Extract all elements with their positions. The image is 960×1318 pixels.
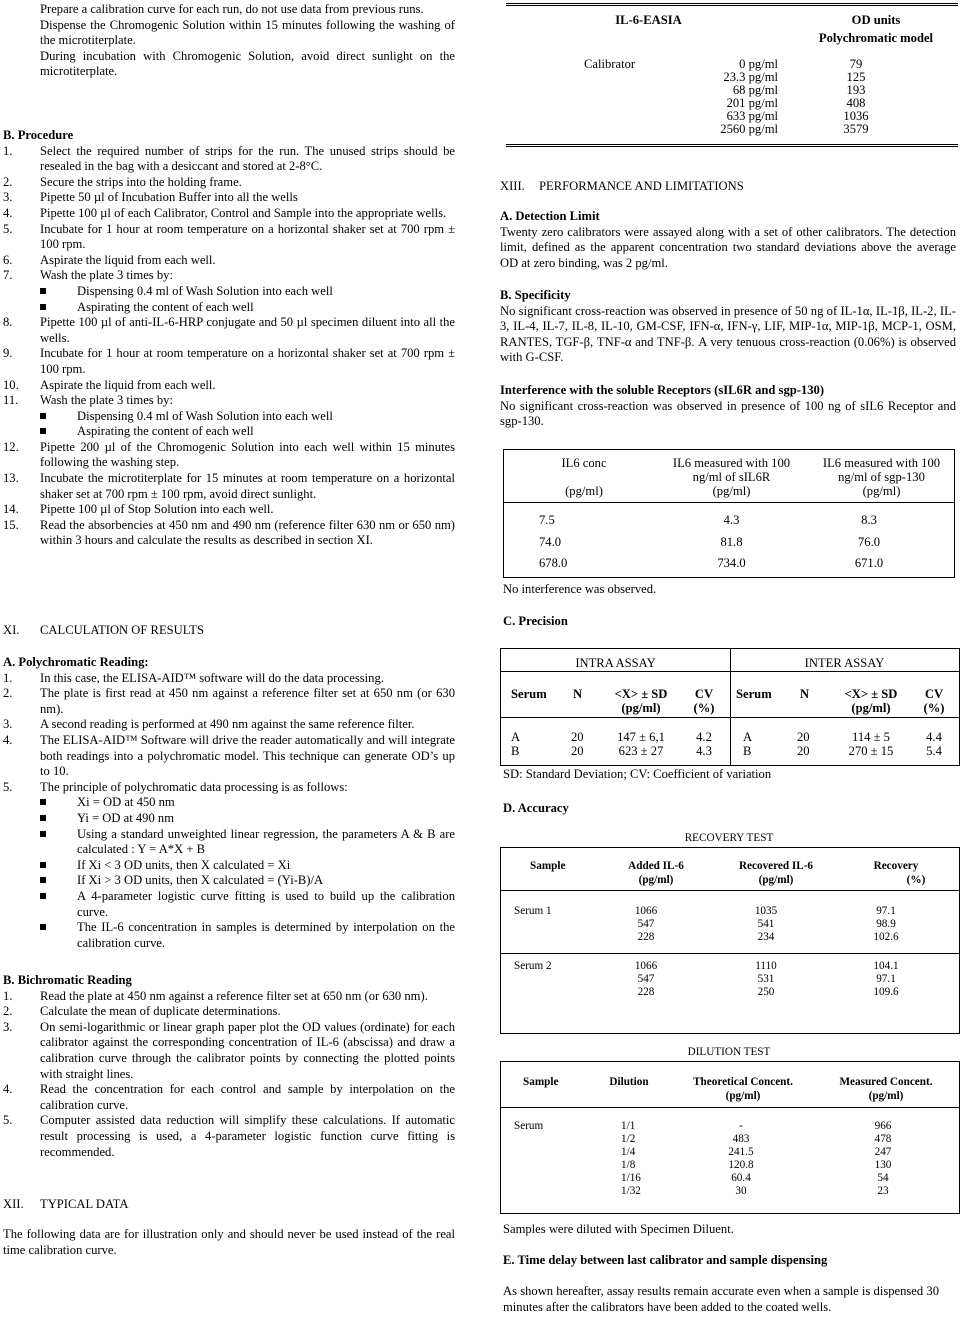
poly-step	[3, 686, 455, 717]
step-text: On semi-logarithmic or linear graph paper plot the OD values (ordinate) for each calibrator against the corresponding concentration of IL-6 (abscissa) and draw a calibration curve through the calibrator points by connecting the plotted points with straight lines.	[40, 1019, 455, 1081]
interf-cell: 76.0	[857, 535, 881, 549]
procedure-step	[3, 253, 455, 269]
accuracy-heading: D. Accuracy	[503, 801, 569, 815]
section-xii-heading	[3, 1196, 128, 1212]
recovery-header: (%)	[906, 874, 926, 886]
step-number: 12.	[3, 439, 19, 454]
polychromatic-section	[3, 655, 455, 951]
prec-cell: 4.4	[926, 730, 942, 744]
prec-header: (%)	[693, 701, 715, 715]
divider	[501, 671, 959, 672]
recovery-cell: 250	[757, 986, 775, 998]
poly-bullet	[3, 811, 455, 827]
dilution-header: Theoretical Concent.	[693, 1076, 793, 1088]
step-number: 1.	[3, 143, 13, 158]
step-text: Read the absorbencies at 450 nm and 490 nm (reference filter 630 nm or 650 nm) within 3 hours and calculate the results as described in section XI.	[40, 517, 455, 548]
step-number: 8.	[3, 315, 13, 330]
section-number: XIII.	[500, 179, 525, 193]
intra-assay-title: INTRA ASSAY	[575, 656, 656, 670]
cal-value: 201 pg/ml	[726, 96, 778, 110]
step-text: Aspirate the liquid from each well.	[40, 252, 216, 267]
recovery-cell: 547	[637, 918, 655, 930]
prec-cell: 4.3	[696, 744, 712, 758]
calibration-table	[506, 3, 958, 147]
prec-cell: A	[743, 730, 753, 744]
dilution-cell: 60.4	[731, 1172, 751, 1184]
step-number: 3.	[3, 190, 13, 205]
step-text: Read the concentration for each control and sample by interpolation on the calibration curve.	[40, 1082, 455, 1112]
sd-note: SD: Standard Deviation; CV: Coefficient of variation	[503, 767, 772, 781]
recovery-cell: 547	[637, 973, 655, 985]
bullet-text: If Xi > 3 OD units, then X calculated = (Yi-B)/A	[77, 873, 324, 888]
step-number: 3.	[3, 717, 13, 732]
interf-col-header: (pg/ml)	[565, 484, 603, 498]
step-text: Incubate the microtiterplate for 15 minutes at room temperature on a horizontal shaker set at 700 rpm ± 100 rpm, avoid direct sunlight.	[40, 471, 455, 501]
dilution-header: Measured Concent.	[839, 1076, 933, 1088]
prec-header: (pg/ml)	[851, 701, 891, 715]
prec-cell: 20	[797, 730, 810, 744]
cal-label: Calibrator	[584, 57, 636, 71]
step-text: Pipette 100 µl of each Calibrator, Control and Sample into the appropriate wells.	[40, 205, 447, 220]
intro-note: Prepare a calibration curve for each run, do not use data from previous runs.	[40, 2, 424, 16]
dilution-cell: 1/8	[621, 1159, 636, 1171]
procedure-step	[3, 268, 455, 284]
cal-od: 1036	[843, 109, 869, 123]
prec-cell: 4.2	[696, 730, 712, 744]
interf-cell: 4.3	[723, 513, 740, 527]
bich-step	[3, 1020, 455, 1082]
step-number: 4.	[3, 205, 13, 220]
bullet-icon	[40, 799, 46, 805]
bullet-icon	[40, 862, 46, 868]
interf-cell: 81.8	[720, 535, 743, 549]
procedure-step	[3, 471, 455, 502]
step-text: The principle of polychromatic data processing is as follows:	[40, 779, 348, 794]
procedure-section	[3, 128, 455, 549]
interf-col-header: IL6 measured with 100	[822, 456, 941, 470]
bullet-icon	[40, 428, 46, 434]
recovery-sample: Serum 1	[514, 905, 552, 917]
poly-step	[3, 717, 455, 733]
step-text: Calculate the mean of duplicate determinations.	[40, 1004, 281, 1019]
divider	[501, 953, 959, 954]
specificity-text: No significant cross-reaction was observed in presence of 50 ng of IL-1α, IL-1β, IL-2, IL-3, IL-4, IL-7, IL-8, IL-10, GM-CSF, IFN-α, IFN-γ, LIF, MIP-1α, MIP-1β, MCP-1, OSM, RANTES, TGF-β, TNF-α and TNF-β. A very tenuous cross-reaction (0.06%) is observed with G-CSF.	[500, 303, 956, 365]
dilution-cell: -	[739, 1120, 743, 1132]
dilution-cell: 30	[735, 1185, 747, 1197]
divider	[501, 717, 959, 718]
prec-cell: B	[511, 744, 520, 758]
wash-bullet	[3, 284, 455, 300]
step-number: 2.	[3, 1004, 13, 1019]
recovery-sample: Serum 2	[514, 960, 552, 972]
step-text: A second reading is performed at 490 nm against the same reference filter.	[40, 717, 415, 732]
step-text: Select the required number of strips for the run. The unused strips should be resealed in the bag with a desiccant and stored at 2-8°C.	[40, 143, 455, 174]
step-text: Pipette 100 µl of anti-IL-6-HRP conjugate and 50 µl specimen diluent into all the wells.	[40, 315, 455, 345]
step-number: 5.	[3, 221, 13, 236]
bich-step	[3, 1082, 455, 1113]
step-text: Secure the strips into the holding frame.	[40, 174, 242, 189]
precision-heading: C. Precision	[503, 614, 568, 628]
interf-col-header: IL6 measured with 100	[672, 456, 791, 470]
step-text: Incubate for 1 hour at room temperature on a horizontal shaker set at 700 rpm ± 100 rpm.	[40, 221, 455, 252]
section-title: CALCULATION OF RESULTS	[40, 623, 204, 637]
procedure-step	[3, 440, 455, 471]
step-number: 4.	[3, 1082, 13, 1097]
recovery-header: Recovered IL-6	[738, 860, 814, 872]
interference-text: No significant cross-reaction was observed in presence of 100 ng of sIL6 Receptor and sgp-130.	[500, 398, 956, 429]
procedure-step	[3, 502, 455, 518]
dilution-cell: 23	[877, 1185, 889, 1197]
recovery-cell: 1035	[754, 905, 778, 917]
prec-cell: 5.4	[926, 744, 942, 758]
bullet-icon	[40, 815, 46, 821]
dilution-cell: 54	[877, 1172, 889, 1184]
recovery-cell: 228	[637, 931, 655, 943]
recovery-cell: 109.6	[873, 986, 899, 998]
specificity-heading: B. Specificity	[500, 288, 571, 302]
cal-value: 68 pg/ml	[732, 83, 778, 97]
step-text: The plate is first read at 450 nm against a reference filter set at 650 nm (or 630 nm).	[40, 686, 455, 716]
bullet-text: Aspirating the content of each well	[77, 424, 254, 439]
prec-cell: A	[511, 730, 521, 744]
interf-col-header: IL6 conc	[561, 456, 607, 470]
bullet-text: Using a standard unweighted linear regression, the parameters A & B are calculated : Y = A*X + B	[77, 826, 455, 857]
interference-table	[503, 449, 955, 578]
poly-step	[3, 780, 455, 796]
dilution-header: (pg/ml)	[725, 1090, 761, 1102]
bullet-icon	[40, 924, 46, 930]
prec-header: (pg/ml)	[621, 701, 661, 715]
procedure-step	[3, 393, 455, 409]
cal-value: 633 pg/ml	[726, 109, 778, 123]
recovery-header: Sample	[530, 860, 566, 872]
procedure-step	[3, 518, 455, 549]
bich-step	[3, 1004, 455, 1020]
dilution-header: Sample	[523, 1076, 559, 1088]
bullet-icon	[40, 877, 46, 883]
bichromatic-section	[3, 973, 455, 1160]
recovery-header: Recovery	[873, 860, 919, 872]
recovery-cell: 104.1	[873, 960, 899, 972]
wash-bullet	[3, 300, 455, 316]
dilution-cell: 1/4	[621, 1146, 636, 1158]
divider	[501, 890, 959, 891]
specificity	[500, 288, 956, 366]
prec-header: N	[573, 687, 583, 701]
bullet-text: Dispensing 0.4 ml of Wash Solution into each well	[77, 408, 333, 423]
recovery-cell: 97.1	[876, 905, 896, 917]
prec-header: Serum	[511, 687, 547, 701]
step-number: 5.	[3, 779, 13, 794]
dilution-title: DILUTION TEST	[687, 1046, 771, 1058]
recovery-cell: 1110	[755, 960, 777, 972]
interf-cell: 7.5	[539, 513, 555, 527]
poly-step	[3, 671, 455, 687]
step-text: Wash the plate 3 times by:	[40, 393, 173, 408]
interference-heading: Interference with the soluble Receptors (sIL6R and sgp-130)	[500, 383, 825, 397]
interf-cell: 8.3	[861, 513, 877, 527]
interf-cell: 734.0	[717, 556, 746, 570]
cal-od: 193	[846, 83, 866, 97]
dilution-cell: 241.5	[728, 1146, 754, 1158]
interf-col-header: (pg/ml)	[712, 484, 751, 498]
prec-header: CV	[924, 687, 944, 701]
bullet-icon	[40, 288, 46, 294]
step-number: 9.	[3, 346, 13, 361]
prec-cell: 623 ± 27	[618, 744, 664, 758]
recovery-cell: 541	[757, 918, 775, 930]
prec-cell: 20	[571, 730, 584, 744]
dilution-cell: 247	[874, 1146, 892, 1158]
step-number: 11.	[3, 393, 19, 408]
dilution-header: (pg/ml)	[868, 1090, 904, 1102]
dilution-cell: 1/1	[621, 1120, 636, 1132]
prec-cell: 20	[571, 744, 584, 758]
cal-header-model: Polychromatic model	[818, 31, 934, 45]
section-xi-heading	[3, 622, 204, 638]
detection-heading: A. Detection Limit	[500, 209, 600, 223]
intro-note: During incubation with Chromogenic Solution, avoid direct sunlight on the microtiterplate.	[40, 48, 455, 79]
dilution-note: Samples were diluted with Specimen Diluent.	[503, 1222, 734, 1236]
bullet-icon	[40, 413, 46, 419]
step-text: The ELISA-AID™ Software will drive the reader automatically and will integrate both readings into a polychromatic model. This technique can generate OD’s up to 10.	[40, 732, 455, 779]
cal-value: 0 pg/ml	[739, 57, 778, 71]
section-number: XII.	[3, 1197, 24, 1211]
bullet-text: A 4-parameter logistic curve fitting is used to build up the calibration curve.	[77, 888, 455, 919]
prec-cell: 147 ± 6,1	[617, 730, 665, 744]
interf-cell: 671.0	[854, 556, 884, 570]
precision-table	[500, 648, 960, 766]
section-title: PERFORMANCE AND LIMITATIONS	[539, 179, 744, 193]
recovery-cell: 1066	[634, 960, 658, 972]
divider	[504, 502, 954, 503]
procedure-step	[3, 144, 455, 175]
recovery-cell: 1066	[634, 905, 658, 917]
step-number: 3.	[3, 1019, 13, 1034]
detection-limit	[500, 209, 956, 271]
poly-bullet	[3, 889, 455, 920]
step-text: Pipette 200 µl of the Chromogenic Solution into each well within 15 minutes following the washing step.	[40, 439, 455, 470]
recovery-cell: 97.1	[876, 973, 896, 985]
step-number: 13.	[3, 471, 19, 486]
interf-col-header: (pg/ml)	[862, 484, 901, 498]
prec-cell: 114 ± 5	[852, 730, 890, 744]
detection-text: Twenty zero calibrators were assayed along with a set of other calibrators. The detection limit, defined as the apparent concentration two standard deviations above the average OD at zero binding, was 2 pg/ml.	[500, 224, 956, 270]
cal-value: 23.3 pg/ml	[723, 70, 778, 84]
bullet-text: If Xi < 3 OD units, then X calculated = Xi	[77, 857, 291, 872]
procedure-step	[3, 222, 455, 253]
bullet-icon	[40, 831, 46, 837]
no-interference-note: No interference was observed.	[503, 582, 657, 596]
step-text: Computer assisted data reduction will simplify these calculations. If automatic result processing is used, a 4-parameter logistic function curve fitting is recommended.	[40, 1113, 455, 1159]
step-number: 4.	[3, 732, 13, 747]
cal-od: 3579	[843, 122, 869, 136]
step-number: 2.	[3, 174, 13, 189]
interference	[500, 383, 956, 430]
poly-step	[3, 733, 455, 780]
typical-data-note: The following data are for illustration only and should never be used instead of the real time calibration curve.	[3, 1227, 455, 1257]
step-text: In this case, the ELISA-AID™ software will do the data processing.	[40, 670, 384, 685]
recovery-cell: 228	[637, 986, 655, 998]
prec-header: CV	[694, 687, 714, 701]
interf-cell: 74.0	[539, 535, 562, 549]
bullet-icon	[40, 304, 46, 310]
step-text: Pipette 100 µl of Stop Solution into each well.	[40, 502, 274, 517]
poly-bullet	[3, 827, 455, 858]
poly-bullet	[3, 920, 455, 951]
time-delay-text: As shown hereafter, assay results remain accurate even when a sample is dispensed 30 minutes after the calibrators have been added to the coated wells.	[503, 1284, 939, 1314]
recovery-cell: 234	[757, 931, 775, 943]
bichromatic-heading: B. Bichromatic Reading	[3, 973, 132, 987]
recovery-header: Added IL-6	[628, 860, 684, 872]
section-xiii-heading	[500, 178, 744, 194]
dilution-header: Dilution	[609, 1076, 649, 1088]
time-delay-heading: E. Time delay between last calibrator and sample dispensing	[503, 1253, 828, 1267]
recovery-cell: 98.9	[876, 918, 896, 930]
procedure-step	[3, 190, 455, 206]
cal-od: 79	[849, 57, 863, 71]
step-number: 7.	[3, 268, 13, 283]
divider	[501, 1107, 959, 1108]
dilution-cell: 130	[874, 1159, 892, 1171]
step-number: 1.	[3, 988, 13, 1003]
dilution-cell: 1/2	[621, 1133, 636, 1145]
dilution-cell: 120.8	[728, 1159, 754, 1171]
bullet-icon	[40, 893, 46, 899]
step-text: Incubate for 1 hour at room temperature on a horizontal shaker set at 700 rpm ± 100 rpm.	[40, 346, 455, 376]
prec-cell: 270 ± 15	[848, 744, 894, 758]
interf-col-header: ng/ml of sIL6R	[692, 470, 771, 484]
inter-assay-title: INTER ASSAY	[804, 656, 885, 670]
cal-header-od: OD units	[851, 13, 901, 27]
dilution-sample: Serum	[514, 1120, 544, 1132]
dilution-cell: 966	[874, 1120, 892, 1132]
procedure-step	[3, 315, 455, 346]
prec-header: N	[800, 687, 810, 701]
cal-header-kit: IL-6-EASIA	[615, 13, 682, 27]
poly-bullet	[3, 858, 455, 874]
polychromatic-heading: A. Polychromatic Reading:	[3, 655, 149, 669]
bullet-text: Dispensing 0.4 ml of Wash Solution into each well	[77, 283, 333, 298]
interf-cell: 678.0	[539, 556, 568, 570]
poly-bullet	[3, 795, 455, 811]
wash-bullet	[3, 409, 455, 425]
recovery-table	[500, 847, 960, 1034]
step-number: 5.	[3, 1113, 13, 1128]
cal-od: 125	[846, 70, 866, 84]
dilution-cell: 483	[732, 1133, 750, 1145]
dilution-cell: 1/32	[621, 1185, 641, 1197]
prec-cell: B	[743, 744, 752, 758]
bich-step	[3, 989, 455, 1005]
interf-col-header: ng/ml of sgp-130	[838, 470, 925, 484]
recovery-title: RECOVERY TEST	[684, 832, 774, 844]
recovery-header: (pg/ml)	[758, 874, 794, 886]
recovery-header: (pg/ml)	[638, 874, 674, 886]
recovery-cell: 102.6	[873, 931, 899, 943]
step-number: 2.	[3, 686, 13, 701]
cal-value: 2560 pg/ml	[720, 122, 778, 136]
section-number: XI.	[3, 623, 20, 637]
step-number: 1.	[3, 670, 13, 685]
step-text: Read the plate at 450 nm against a reference filter set at 650 nm (or 630 nm).	[40, 988, 428, 1003]
dilution-cell: 1/16	[621, 1172, 641, 1184]
procedure-step	[3, 346, 455, 377]
step-number: 10.	[3, 377, 19, 392]
dilution-table	[500, 1061, 960, 1214]
step-number: 14.	[3, 502, 19, 517]
step-number: 6.	[3, 252, 13, 267]
intro-note: Dispense the Chromogenic Solution within 15 minutes following the washing of the microtiterplate.	[40, 17, 455, 48]
step-text: Wash the plate 3 times by:	[40, 268, 173, 283]
poly-bullet	[3, 873, 455, 889]
prec-header: Serum	[736, 687, 772, 701]
procedure-step	[3, 378, 455, 394]
bullet-text: Aspirating the content of each well	[77, 299, 254, 314]
procedure-step	[3, 206, 455, 222]
cal-od: 408	[846, 96, 866, 110]
prec-header: <X> ± SD	[844, 687, 898, 701]
bullet-text: Yi = OD at 490 nm	[77, 810, 175, 825]
recovery-cell: 531	[757, 973, 775, 985]
step-text: Aspirate the liquid from each well.	[40, 377, 216, 392]
prec-cell: 20	[797, 744, 810, 758]
step-text: Pipette 50 µl of Incubation Buffer into all the wells	[40, 190, 298, 205]
step-number: 15.	[3, 517, 19, 532]
section-title: TYPICAL DATA	[40, 1197, 129, 1211]
prec-header: <X> ± SD	[614, 687, 668, 701]
bich-step	[3, 1113, 455, 1160]
procedure-step	[3, 175, 455, 191]
bullet-text: Xi = OD at 450 nm	[77, 795, 175, 810]
prec-header: (%)	[923, 701, 945, 715]
procedure-heading: B. Procedure	[3, 128, 74, 142]
dilution-cell: 478	[874, 1133, 892, 1145]
intro-notes	[40, 2, 455, 80]
bullet-text: The IL-6 concentration in samples is determined by interpolation on the calibration curve.	[77, 920, 455, 950]
wash-bullet	[3, 424, 455, 440]
